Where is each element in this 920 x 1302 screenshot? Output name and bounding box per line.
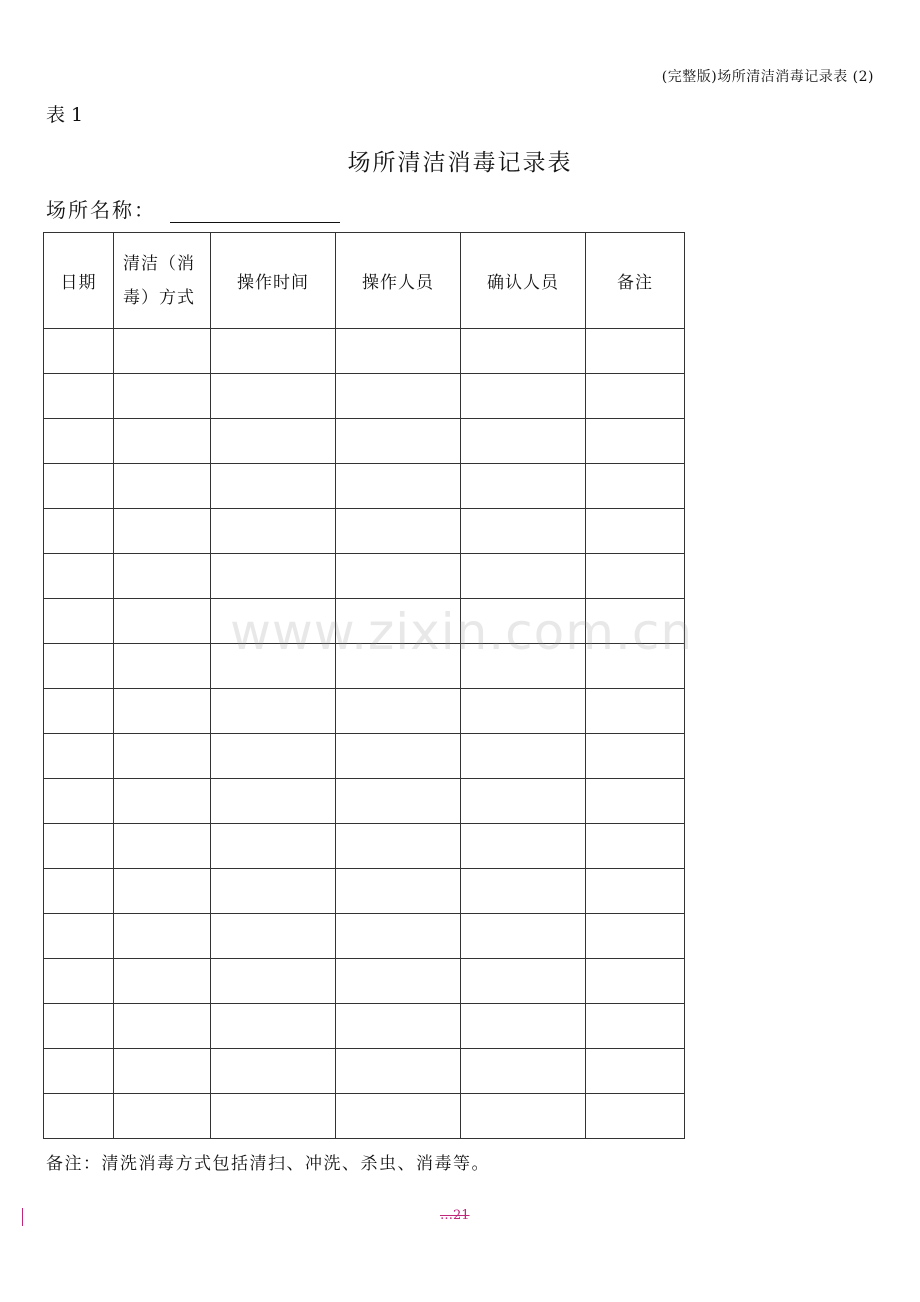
- table-cell[interactable]: [44, 779, 114, 824]
- table-cell[interactable]: [336, 464, 461, 509]
- table-body: [44, 329, 685, 1139]
- table-cell[interactable]: [114, 734, 211, 779]
- table-cell[interactable]: [211, 329, 336, 374]
- table-cell[interactable]: [461, 419, 586, 464]
- table-cell[interactable]: [336, 509, 461, 554]
- venue-name-row: [46, 194, 340, 223]
- table-row: [44, 869, 685, 914]
- table-row: [44, 554, 685, 599]
- table-cell[interactable]: [336, 1004, 461, 1049]
- table-cell[interactable]: [336, 689, 461, 734]
- table-cell[interactable]: [586, 869, 685, 914]
- document-header-title: (完整版)场所清洁消毒记录表 (2): [661, 69, 874, 85]
- table-row: [44, 1004, 685, 1049]
- table-cell[interactable]: [211, 869, 336, 914]
- table-cell[interactable]: [586, 374, 685, 419]
- table-cell[interactable]: [336, 644, 461, 689]
- table-row: [44, 509, 685, 554]
- table-cell[interactable]: [114, 509, 211, 554]
- table-cell[interactable]: [114, 329, 211, 374]
- header-notes: 备注: [586, 233, 685, 329]
- table-cell[interactable]: [211, 599, 336, 644]
- table-cell[interactable]: [44, 374, 114, 419]
- table-cell[interactable]: [336, 329, 461, 374]
- table-cell[interactable]: [461, 554, 586, 599]
- table-cell[interactable]: [461, 1049, 586, 1094]
- table-cell[interactable]: [211, 1004, 336, 1049]
- table-cell[interactable]: [44, 509, 114, 554]
- table-cell[interactable]: [44, 1094, 114, 1139]
- table-cell[interactable]: [461, 599, 586, 644]
- table-cell[interactable]: [44, 1049, 114, 1094]
- table-cell[interactable]: [44, 464, 114, 509]
- cleaning-record-table: [43, 232, 685, 1139]
- revision-margin-mark: [22, 1208, 23, 1226]
- table-cell[interactable]: [336, 599, 461, 644]
- table-cell[interactable]: [211, 689, 336, 734]
- table-cell[interactable]: [211, 779, 336, 824]
- watermark: www.zixin.com.cn: [230, 603, 694, 661]
- table-cell[interactable]: [211, 374, 336, 419]
- table-cell[interactable]: [211, 959, 336, 1004]
- table-cell[interactable]: [586, 509, 685, 554]
- header-confirmer: 确认人员: [461, 233, 586, 329]
- table-cell[interactable]: [586, 689, 685, 734]
- table-cell[interactable]: [336, 419, 461, 464]
- table-row: [44, 374, 685, 419]
- table-cell[interactable]: [586, 599, 685, 644]
- table-cell[interactable]: [44, 644, 114, 689]
- table-cell[interactable]: [336, 959, 461, 1004]
- table-cell[interactable]: [114, 419, 211, 464]
- table-cell[interactable]: [114, 959, 211, 1004]
- table-cell[interactable]: [114, 464, 211, 509]
- table-cell[interactable]: [114, 689, 211, 734]
- table-cell[interactable]: [461, 644, 586, 689]
- table-cell[interactable]: [44, 599, 114, 644]
- table-cell[interactable]: [114, 1004, 211, 1049]
- table-cell[interactable]: [211, 644, 336, 689]
- table-cell[interactable]: [586, 464, 685, 509]
- table-row: [44, 599, 685, 644]
- table-cell[interactable]: [211, 1049, 336, 1094]
- table-cell[interactable]: [336, 779, 461, 824]
- table-row: [44, 644, 685, 689]
- table-row: [44, 464, 685, 509]
- venue-name-fill-line: [170, 198, 340, 223]
- table-cell[interactable]: [114, 1094, 211, 1139]
- table-row: [44, 419, 685, 464]
- table-row: [44, 734, 685, 779]
- table-cell[interactable]: [461, 734, 586, 779]
- table-cell[interactable]: [586, 959, 685, 1004]
- table-cell[interactable]: [586, 419, 685, 464]
- venue-name-label: 场所名称：: [46, 198, 156, 222]
- table-cell[interactable]: [211, 554, 336, 599]
- table-cell[interactable]: [211, 509, 336, 554]
- table-cell[interactable]: [211, 824, 336, 869]
- table-cell[interactable]: [461, 914, 586, 959]
- table-cell[interactable]: [586, 824, 685, 869]
- table-cell[interactable]: [336, 734, 461, 779]
- table-cell[interactable]: [461, 464, 586, 509]
- table-row: [44, 959, 685, 1004]
- table-cell[interactable]: [586, 1094, 685, 1139]
- table-cell[interactable]: [461, 689, 586, 734]
- table-row: [44, 824, 685, 869]
- table-cell[interactable]: [211, 914, 336, 959]
- table-row: [44, 689, 685, 734]
- page-number: …21: [440, 1208, 470, 1223]
- table-cell[interactable]: [461, 779, 586, 824]
- table-cell[interactable]: [44, 554, 114, 599]
- table-cell[interactable]: [336, 914, 461, 959]
- table-cell[interactable]: [114, 554, 211, 599]
- table-cell[interactable]: [336, 374, 461, 419]
- page-title: 场所清洁消毒记录表: [347, 150, 573, 176]
- table-cell[interactable]: [586, 734, 685, 779]
- table-cell[interactable]: [211, 734, 336, 779]
- table-cell[interactable]: [336, 1094, 461, 1139]
- table-cell[interactable]: [44, 869, 114, 914]
- remark-note: 备注：清洗消毒方式包括清扫、冲洗、杀虫、消毒等。: [46, 1154, 490, 1174]
- table-cell[interactable]: [461, 509, 586, 554]
- table-cell[interactable]: [586, 644, 685, 689]
- table-cell[interactable]: [44, 734, 114, 779]
- table-row: [44, 1049, 685, 1094]
- table-row: [44, 914, 685, 959]
- table-cell[interactable]: [586, 914, 685, 959]
- table-cell[interactable]: [336, 554, 461, 599]
- table-cell[interactable]: [44, 959, 114, 1004]
- table-header-row: [44, 233, 685, 329]
- table-cell[interactable]: [114, 1049, 211, 1094]
- table-cell[interactable]: [336, 869, 461, 914]
- table-cell[interactable]: [44, 419, 114, 464]
- table-cell[interactable]: [211, 419, 336, 464]
- table-cell[interactable]: [211, 1094, 336, 1139]
- table-cell[interactable]: [336, 1049, 461, 1094]
- table-cell[interactable]: [114, 374, 211, 419]
- table-cell[interactable]: [586, 554, 685, 599]
- table-row: [44, 779, 685, 824]
- table-cell[interactable]: [114, 644, 211, 689]
- header-cleaning-method: 清洁（消毒）方式: [114, 233, 211, 329]
- header-operation-time: 操作时间: [211, 233, 336, 329]
- table-label: 表 1: [46, 104, 84, 126]
- table-cell[interactable]: [461, 959, 586, 1004]
- table-cell[interactable]: [114, 779, 211, 824]
- table-cell[interactable]: [114, 869, 211, 914]
- table-cell[interactable]: [211, 464, 336, 509]
- table-cell[interactable]: [114, 824, 211, 869]
- table-cell[interactable]: [461, 1094, 586, 1139]
- table-cell[interactable]: [44, 824, 114, 869]
- header-date: 日期: [44, 233, 114, 329]
- table-cell[interactable]: [586, 779, 685, 824]
- header-operator: 操作人员: [336, 233, 461, 329]
- table-row: [44, 1094, 685, 1139]
- table-cell[interactable]: [336, 824, 461, 869]
- table-cell[interactable]: [461, 869, 586, 914]
- table-cell[interactable]: [44, 914, 114, 959]
- table-row: [44, 329, 685, 374]
- table-cell[interactable]: [461, 374, 586, 419]
- table-cell[interactable]: [586, 1049, 685, 1094]
- table-cell[interactable]: [114, 914, 211, 959]
- table-cell[interactable]: [461, 824, 586, 869]
- table-cell[interactable]: [461, 1004, 586, 1049]
- table-cell[interactable]: [44, 329, 114, 374]
- table-cell[interactable]: [44, 689, 114, 734]
- table-cell[interactable]: [114, 599, 211, 644]
- table-cell[interactable]: [461, 329, 586, 374]
- table-cell[interactable]: [44, 1004, 114, 1049]
- table-cell[interactable]: [586, 1004, 685, 1049]
- table-cell[interactable]: [586, 329, 685, 374]
